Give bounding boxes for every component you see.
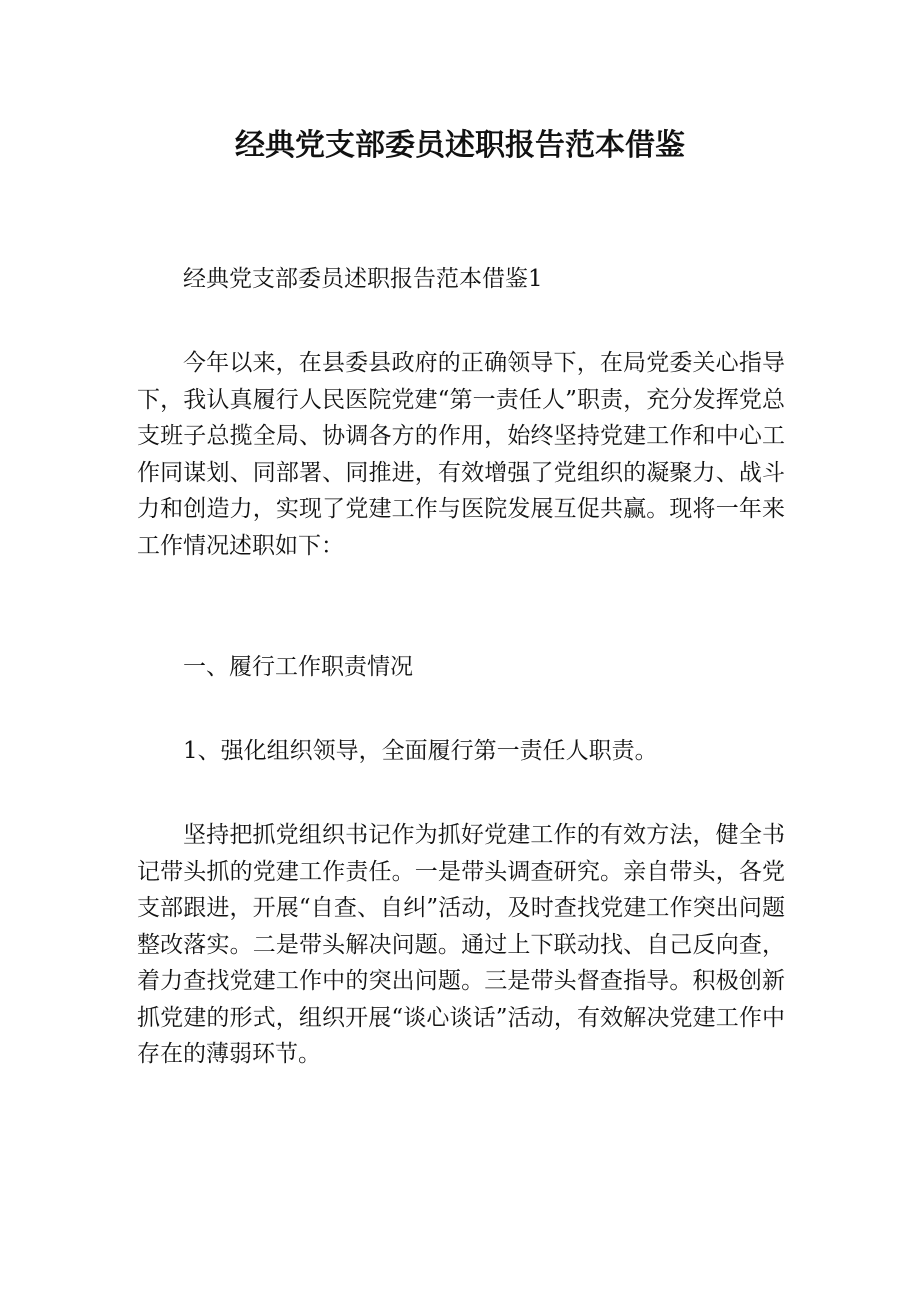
body-paragraph-1: 坚持把抓党组织书记作为抓好党建工作的有效方法，健全书记带头抓的党建工作责任。一是带头调查研究。亲自带头，各党支部跟进，开展“自查、自纠”活动，及时查找党建工作突出问题整改落实。二是带头解决问题。通过上下联动找、自己反向查，着力查找党建工作中的突出问题。三是带头督查指导。积极创新抓党建的形式，组织开展“谈心谈话”活动，有效解决党建工作中存在的薄弱环节。 [137, 822, 785, 1067]
item-heading-1: 1、强化组织领导，全面履行第一责任人职责。 [183, 738, 658, 764]
document-title: 经典党支部委员述职报告范本借鉴 [235, 128, 685, 163]
intro-paragraph: 今年以来，在县委县政府的正确领导下，在局党委关心指导下，我认真履行人民医院党建“第一责任人”职责，充分发挥党总支班子总揽全局、协调各方的作用，始终坚持党建工作和中心工作同谋划、同部署、同推进，有效增强了党组织的凝聚力、战斗力和创造力，实现了党建工作与医院发展互促共赢。现将一年来工作情况述职如下： [137, 350, 785, 559]
section-heading-1: 一、履行工作职责情况 [183, 654, 413, 680]
document-subtitle: 经典党支部委员述职报告范本借鉴1 [183, 266, 543, 292]
